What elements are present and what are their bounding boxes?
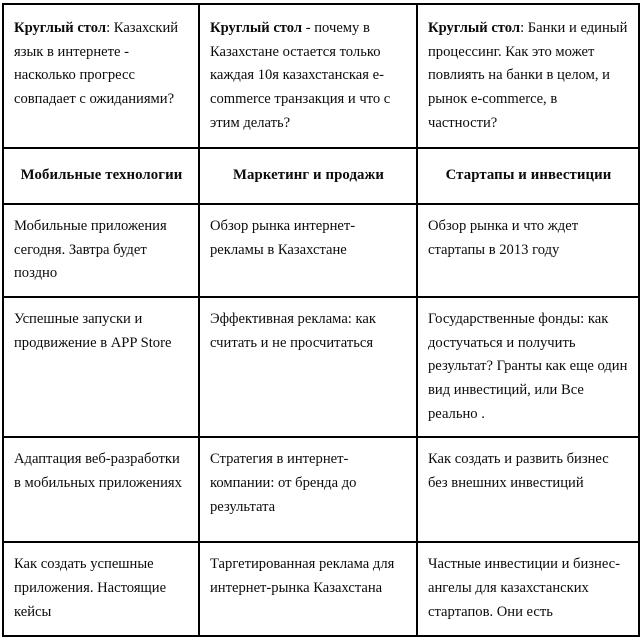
topic-cell-r4-c1: Как создать успешные приложения. Настоящие кейсы [3,542,199,636]
table-row [3,542,639,636]
roundtable-cell-3 [417,4,639,148]
topic-cell-r3-c1: Адаптация веб-разработки в мобильных приложениях [3,437,199,542]
topic-cell-r1-c2: Обзор рынка интернет-рекламы в Казахстане [199,204,417,297]
roundtable-text-1: Казахский язык в интернете - насколько прогресс совпадает с ожиданиями? [14,20,179,107]
topic-cell-r1-c1: Мобильные приложения сегодня. Завтра будет поздно [3,204,199,297]
column-header-row [3,148,639,204]
topic-cell-r2-c2: Эффективная реклама: как считать и не просчитаться [199,297,417,437]
roundtable-text-3: Банки и единый процессинг. Как это может повлиять на банки в целом, и рынок e-commerce, в частности? [428,20,628,131]
roundtable-separator-2: - [302,20,315,36]
roundtable-label-2: Круглый стол [210,20,303,36]
topic-cell-r3-c2: Стратегия в интернет-компании: от бренда до результата [199,437,417,542]
agenda-table [2,3,640,637]
table-row [3,437,639,542]
topic-cell-r1-c3: Обзор рынка и что ждет стартапы в 2013 году [417,204,639,297]
roundtable-text-2: почему в Казахстане остается только каждая 10я казахстанская e-commerce транзакция и что с этим делать? [210,20,391,131]
roundtable-separator-3: : [520,20,528,36]
topic-cell-r3-c3: Как создать и развить бизнес без внешних инвестиций [417,437,639,542]
table-row [3,204,639,297]
topic-cell-r4-c2: Таргетированная реклама для интернет-рынка Казахстана [199,542,417,636]
roundtable-intro-row [3,4,639,148]
roundtable-separator-1: : [106,20,114,36]
table-row [3,297,639,437]
column-header-marketing: Маркетинг и продажи [199,148,417,204]
roundtable-cell-1 [3,4,199,148]
topic-cell-r2-c1: Успешные запуски и продвижение в APP Store [3,297,199,437]
topic-cell-r2-c3: Государственные фонды: как достучаться и получить результат? Гранты как еще один вид инвестиций, или Все реально . [417,297,639,437]
roundtable-cell-2 [199,4,417,148]
column-header-mobile: Мобильные технологии [3,148,199,204]
roundtable-label-3: Круглый стол [428,20,521,36]
topic-cell-r4-c3: Частные инвестиции и бизнес-ангелы для казахстанских стартапов. Они есть [417,542,639,636]
column-header-startups: Стартапы и инвестиции [417,148,639,204]
roundtable-label-1: Круглый стол [14,20,107,36]
